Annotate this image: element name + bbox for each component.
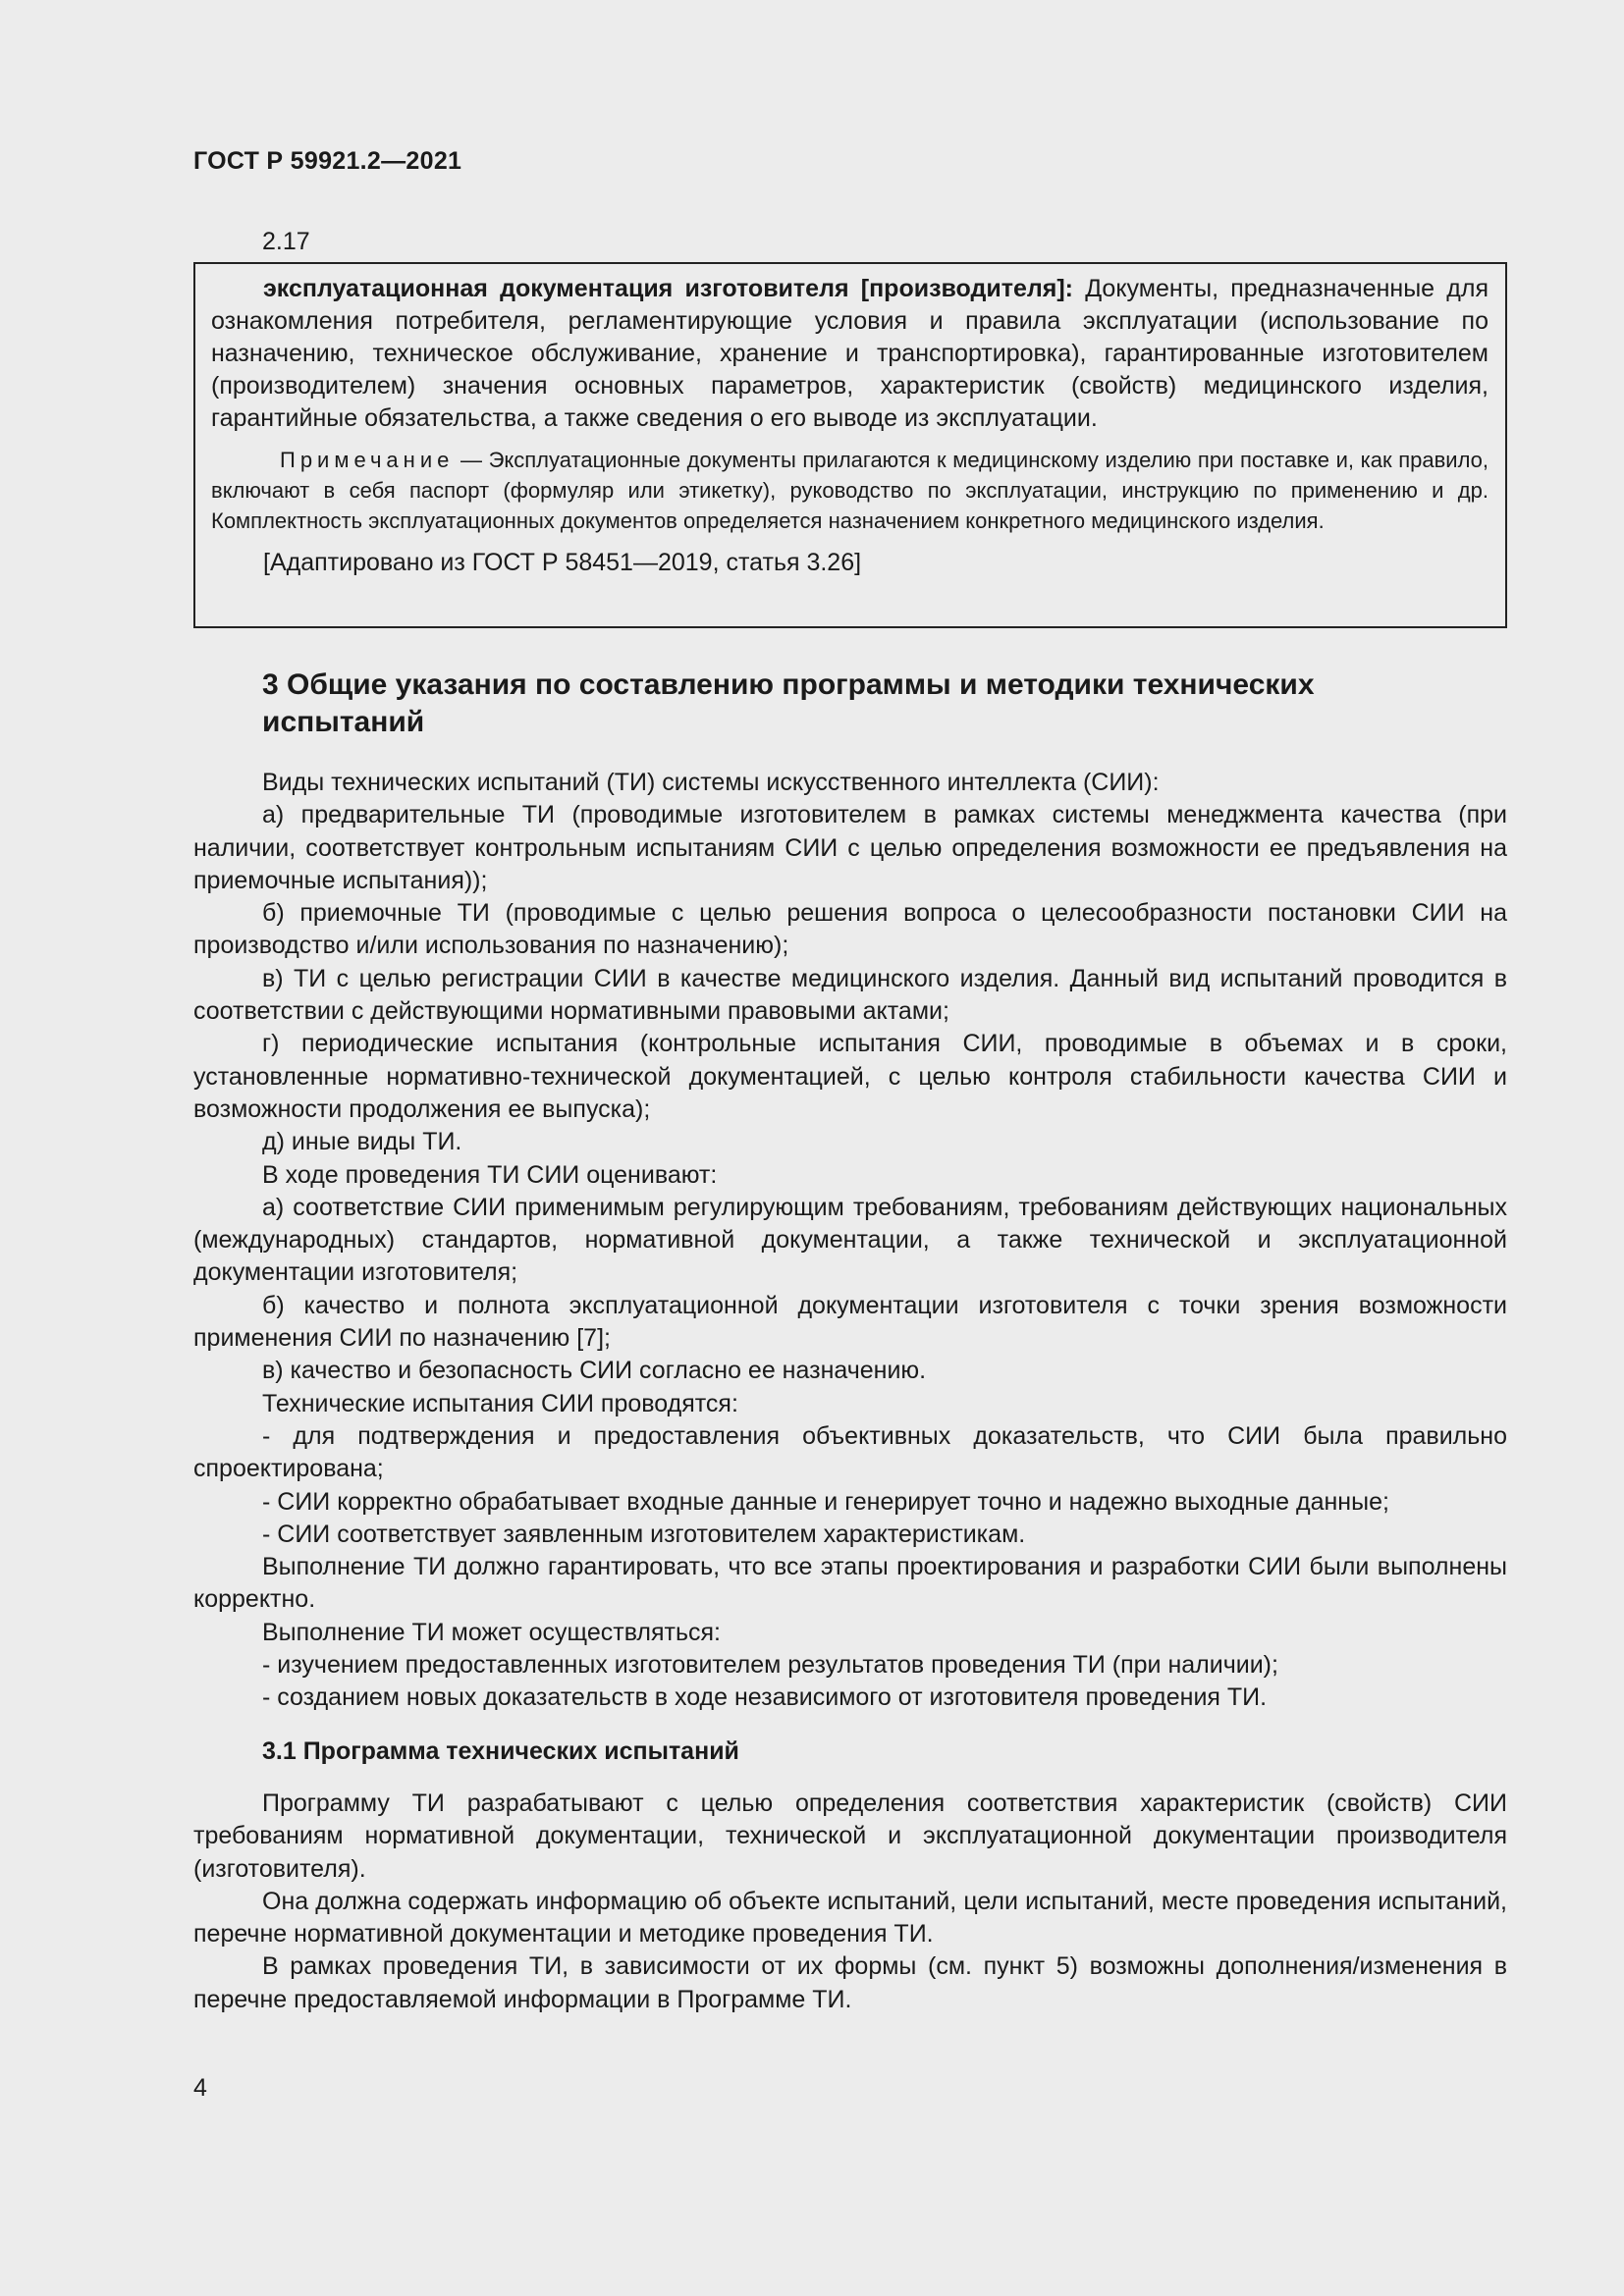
note-label: Примечание — [280, 448, 455, 472]
paragraph: - СИИ корректно обрабатывает входные данные и генерирует точно и надежно выходные данные; — [262, 1487, 1389, 1516]
note-text: — Эксплуатационные документы прилагаются к медицинскому изделию при поставке и, как правило, включают в себя паспорт (формуляр или этикетку), руководство по эксплуатации, инструкцию по применению и др. Комплектность эксплуатационных документов определяется назначением конкретного медицинского изделия. — [211, 448, 1489, 533]
paragraph: б) качество и полнота эксплуатационной документации изготовителя с точки зрения возможности применения СИИ по назначению [7]; — [193, 1291, 1507, 1353]
paragraph: В ходе проведения ТИ СИИ оценивают: — [262, 1160, 718, 1189]
paragraph: Виды технических испытаний (ТИ) системы искусственного интеллекта (СИИ): — [262, 769, 1160, 796]
paragraph: д) иные виды ТИ. — [262, 1128, 462, 1156]
section-heading: 3 Общие указания по составлению программы и методики технических испытаний — [262, 668, 1315, 738]
paragraph: а) соответствие СИИ применимым регулирующим требованиям, требованиям действующих национальных (международных) стандартов, нормативной документации, а также технической и эксплуатационной документации изготовителя; — [193, 1193, 1507, 1287]
paragraph: - изучением предоставленных изготовителем результатов проведения ТИ (при наличии); — [262, 1651, 1278, 1680]
term-note — [211, 445, 1489, 536]
term-number: 2.17 — [262, 228, 310, 255]
paragraph: - СИИ соответствует заявленным изготовителем характеристикам. — [262, 1520, 1026, 1548]
paragraph: Выполнение ТИ должно гарантировать, что все этапы проектирования и разработки СИИ были выполнены корректно. — [193, 1553, 1507, 1614]
term-definition-text: Документы, предназначенные для ознакомления потребителя, регламентирующие условия и правила эксплуатации (использование по назначению, техническое обслуживание, хранение и транспортировка), гарантированные изготовителем (производителем) значения основных параметров, характеристик (свойств) медицинского изделия, гарантийные обязательства, а также сведения о его выводе из эксплуатации. — [211, 275, 1489, 432]
paragraph: Программу ТИ разрабатывают с целью определения соответствия характеристик (свойств) СИИ требованиям нормативной документации, технической и эксплуатационной документации производителя (изготовителя). — [193, 1789, 1507, 1883]
subsection-heading: 3.1 Программа технических испытаний — [262, 1737, 739, 1765]
paragraph: в) качество и безопасность СИИ согласно ее назначению. — [262, 1357, 927, 1385]
paragraph: б) приемочные ТИ (проводимые с целью решения вопроса о целесообразности постановки СИИ на производство и/или использования по назначению); — [193, 899, 1507, 960]
paragraph: в) ТИ с целью регистрации СИИ в качестве медицинского изделия. Данный вид испытаний проводится в соответствии с действующими нормативными правовыми актами; — [193, 964, 1507, 1026]
document-header: ГОСТ Р 59921.2—2021 — [193, 147, 462, 175]
paragraph: В рамках проведения ТИ, в зависимости от их формы (см. пункт 5) возможны дополнения/изменения в перечне предоставляемой информации в Программе ТИ. — [193, 1952, 1507, 2013]
page-number: 4 — [193, 2074, 207, 2102]
paragraph: Выполнение ТИ может осуществляться: — [262, 1618, 721, 1646]
subsection-body — [193, 1788, 1507, 2016]
term-source: [Адаптировано из ГОСТ Р 58451—2019, статья 3.26] — [263, 549, 862, 576]
paragraph: г) периодические испытания (контрольные испытания СИИ, проводимые в объемах и в сроки, установленные нормативно-технической документацией, с целью контроля стабильности качества СИИ и возможности продолжения ее выпуска); — [193, 1030, 1507, 1123]
section-body — [193, 767, 1507, 1715]
term-definition-box — [193, 262, 1507, 628]
paragraph: - созданием новых доказательств в ходе независимого от изготовителя проведения ТИ. — [262, 1683, 1268, 1712]
term-definition — [211, 273, 1489, 435]
paragraph: - для подтверждения и предоставления объективных доказательств, что СИИ была правильно спроектирована; — [193, 1421, 1507, 1483]
paragraph: Она должна содержать информацию об объекте испытаний, цели испытаний, месте проведения испытаний, перечне нормативной документации и методике проведения ТИ. — [193, 1887, 1507, 1949]
term-title: эксплуатационная документация изготовителя [производителя]: — [263, 275, 1073, 302]
paragraph: Технические испытания СИИ проводятся: — [262, 1389, 738, 1417]
paragraph: а) предварительные ТИ (проводимые изготовителем в рамках системы менеджмента качества (при наличии, соответствует контрольным испытаниям СИИ с целью определения возможности ее предъявления на приемочные испытания)); — [193, 801, 1507, 894]
